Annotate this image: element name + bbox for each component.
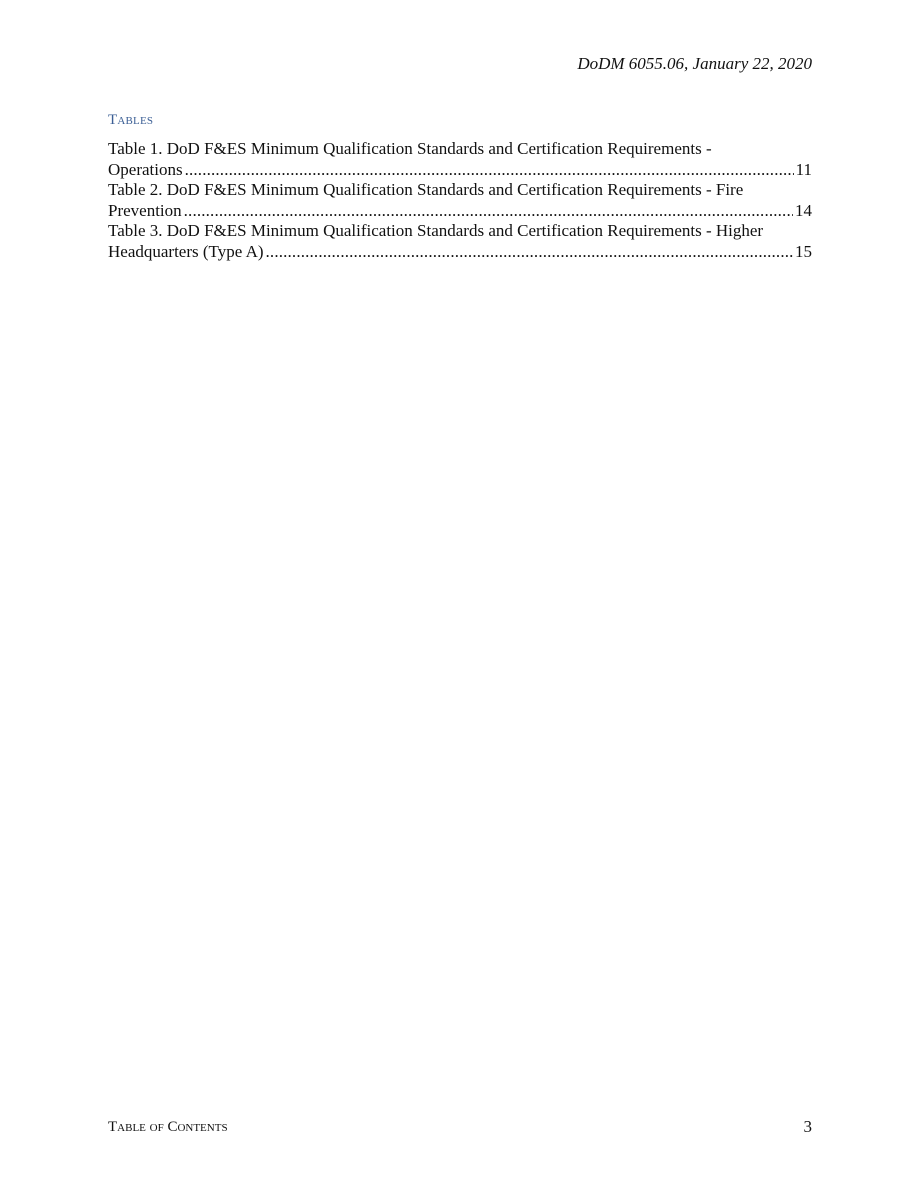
- tables-heading: Tables: [108, 112, 154, 128]
- toc-entry-page-number: 14: [795, 200, 812, 220]
- dot-leader: [266, 242, 793, 263]
- toc-entry-page-number: 15: [795, 241, 812, 261]
- running-header: DoDM 6055.06, January 22, 2020: [577, 54, 812, 73]
- toc-entry-title: Table 1. DoD F&ES Minimum Qualification Standards and Certification Requirements -: [108, 139, 712, 158]
- toc-entry-title: Table 2. DoD F&ES Minimum Qualification Standards and Certification Requirements - Fire: [108, 180, 744, 200]
- toc-entry-title-continued: Headquarters (Type A): [108, 241, 264, 261]
- footer-section-label: Table of Contents: [108, 1119, 228, 1135]
- dot-leader: [184, 201, 793, 222]
- toc-entry-last-line: [108, 160, 812, 181]
- dot-leader: [185, 160, 794, 181]
- toc-entry-last-line: [108, 201, 812, 222]
- toc-entry-table-1[interactable]: [108, 139, 812, 180]
- toc-entry-title-continued: Operations: [108, 159, 183, 179]
- footer-page-number: 3: [803, 1117, 812, 1136]
- toc-entry-table-2[interactable]: [108, 180, 812, 221]
- toc-entry-last-line: [108, 242, 812, 263]
- toc-entry-table-3[interactable]: [108, 221, 812, 262]
- toc-entry-title-continued: Prevention: [108, 200, 182, 220]
- toc-entry-page-number: 11: [795, 159, 812, 179]
- tables-list: [108, 139, 812, 263]
- toc-entry-title: Table 3. DoD F&ES Minimum Qualification Standards and Certification Requirements - Higher: [108, 221, 764, 241]
